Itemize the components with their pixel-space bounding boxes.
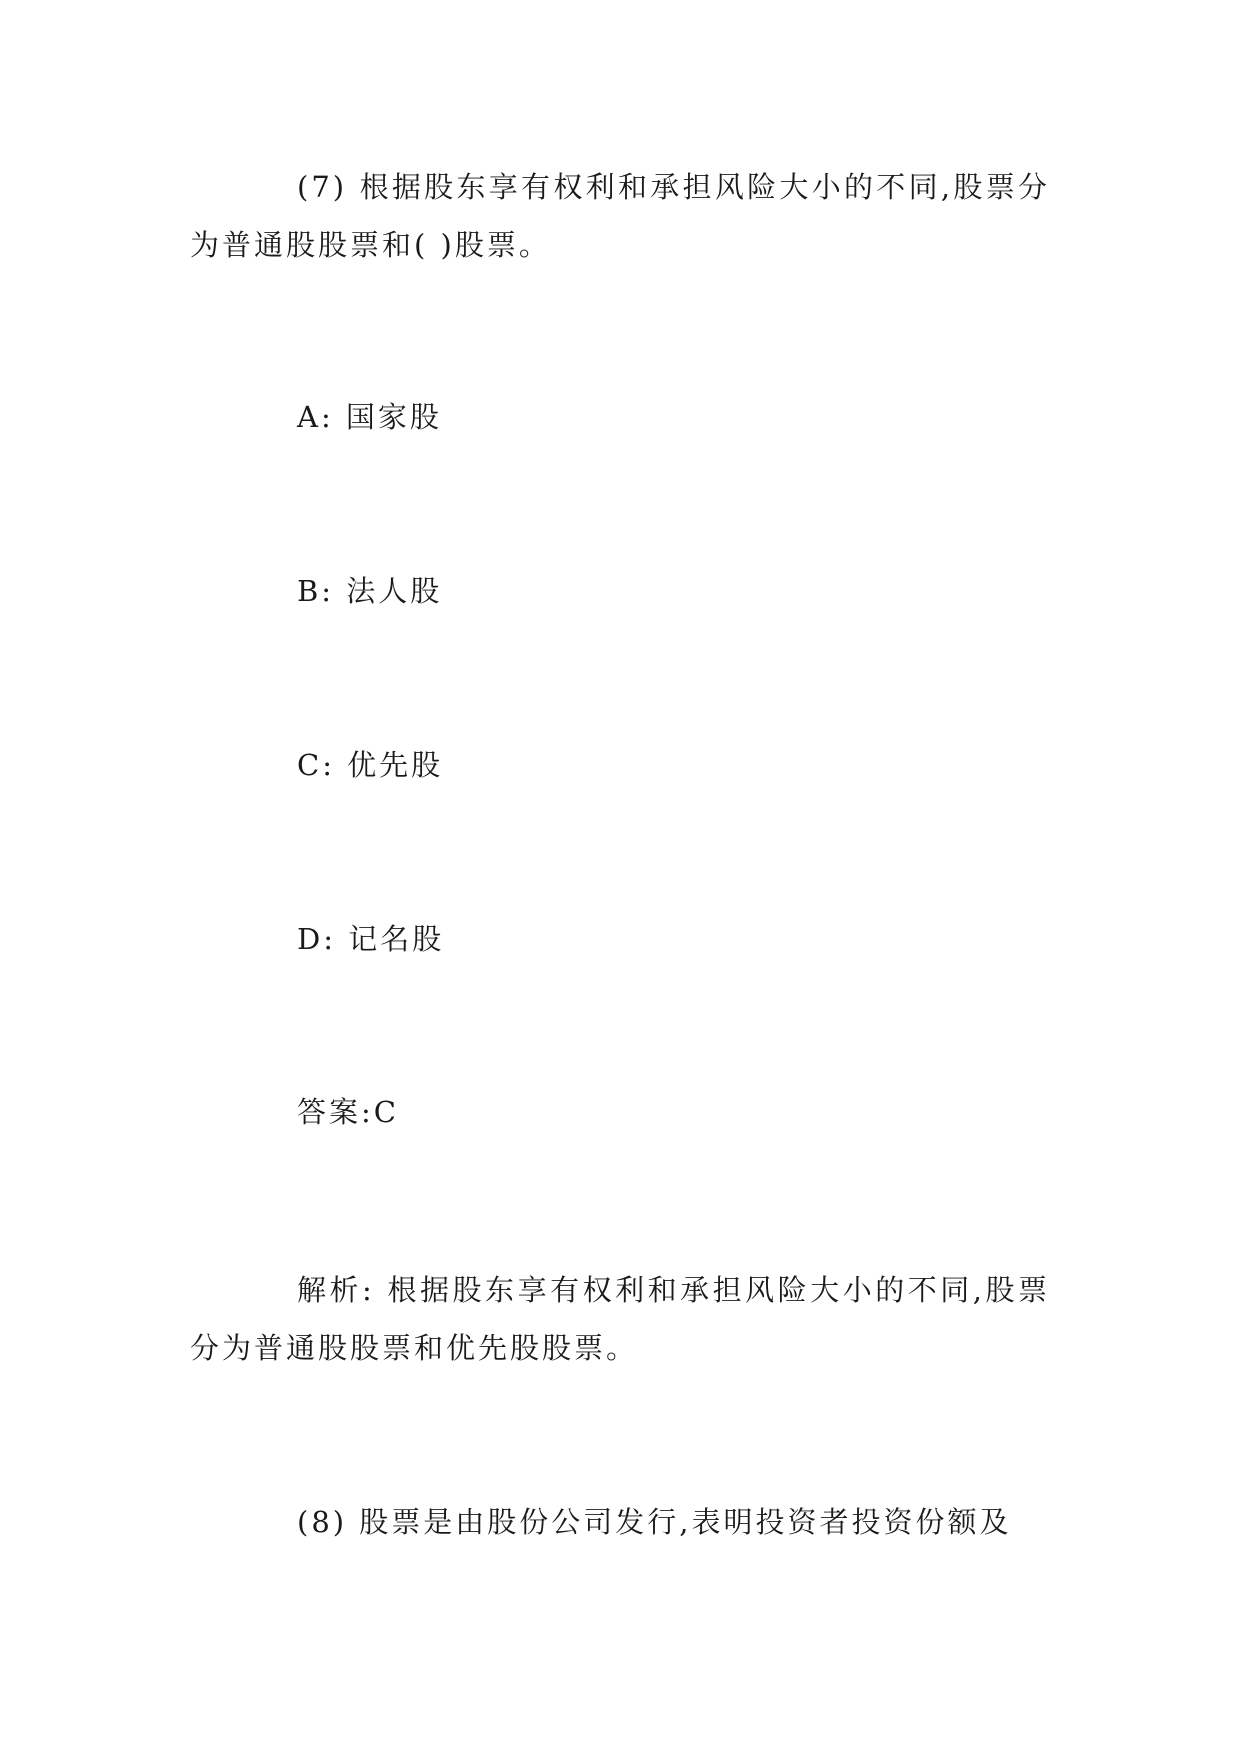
option-c: C: 优先股 xyxy=(297,748,444,782)
answer-text: 答案:C xyxy=(297,1095,399,1129)
option-b: B: 法人股 xyxy=(297,574,443,608)
question-8-text: (8) 股票是由股份公司发行,表明投资者投资份额及 xyxy=(297,1505,1012,1539)
question-7-text: (7) 根据股东享有权利和承担风险大小的不同,股票分为普通股股票和( )股票。 xyxy=(190,170,1050,262)
option-d: D: 记名股 xyxy=(297,922,445,956)
analysis-text: 解析: 根据股东享有权利和承担风险大小的不同,股票分为普通股股票和优先股股票。 xyxy=(190,1273,1050,1365)
option-a: A: 国家股 xyxy=(297,400,442,434)
